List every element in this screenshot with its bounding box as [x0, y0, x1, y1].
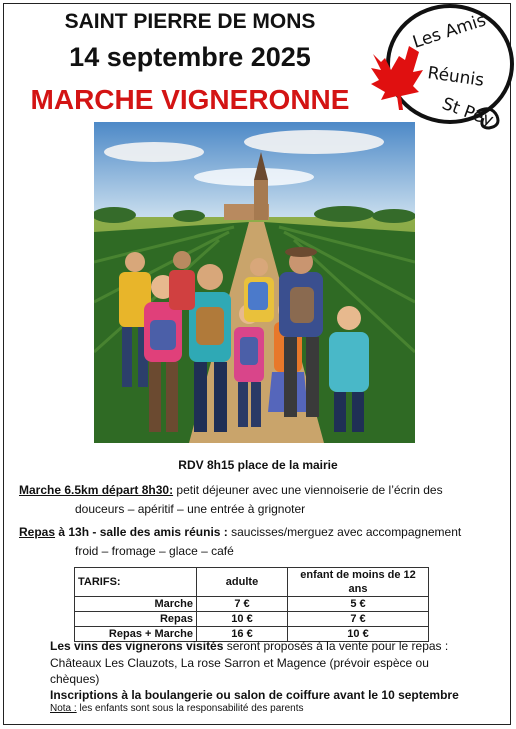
village-name: SAINT PIERRE DE MONS	[64, 10, 316, 33]
wine-text-2: Châteaux Les Clauzots, La rose Sarron et Magence (prévoir espèce ou	[50, 656, 429, 670]
table-cell: 10 €	[288, 627, 429, 642]
table-header-cell: adulte	[197, 568, 288, 597]
nota-label: Nota :	[50, 703, 77, 714]
wine-text-1: seront proposés à la vente pour le repas :	[223, 639, 449, 653]
event-title: MARCHE VIGNERONNE	[30, 84, 350, 115]
marche-text-2: douceurs – apéritif – une entrée à grignoter	[75, 502, 306, 516]
table-row	[75, 612, 429, 627]
marche-label: Marche 6.5km départ 8h30:	[19, 483, 174, 497]
logo-line1: Les Amis	[410, 10, 489, 53]
table-row	[75, 597, 429, 612]
nota-text: les enfants sont sous la responsabilité des parents	[76, 703, 304, 714]
table-header-row	[75, 568, 429, 597]
table-cell: Repas + Marche	[75, 627, 197, 642]
logo-line3: St Pey	[439, 93, 496, 131]
registration-info: Inscriptions à la boulangerie ou salon de coiffure avant le 10 septembre	[50, 688, 459, 702]
repas-label: Repas	[19, 525, 56, 539]
tarifs-table	[74, 567, 429, 642]
event-date: 14 septembre 2025	[69, 42, 311, 72]
table-cell: 5 €	[288, 597, 429, 612]
table-cell: 7 €	[197, 597, 288, 612]
table-cell: 16 €	[197, 627, 288, 642]
wine-label: Les vins des vignerons visités	[50, 639, 224, 653]
table-header-cell: TARIFS:	[75, 568, 197, 597]
table-header-cell: enfant de moins de 12 ans	[288, 568, 429, 597]
table-cell: Marche	[75, 597, 197, 612]
marche-section	[19, 481, 499, 500]
meeting-point: RDV 8h15 place de la mairie	[178, 458, 338, 472]
table-cell: Repas	[75, 612, 197, 627]
table-cell: 7 €	[288, 612, 429, 627]
repas-label-2: à 13h - salle des amis réunis :	[55, 525, 228, 539]
logo-line2: Réunis	[426, 63, 486, 91]
repas-text-2: froid – fromage – glace – café	[75, 544, 234, 558]
repas-section	[19, 523, 509, 542]
table-cell: 10 €	[197, 612, 288, 627]
walking-group-in-vineyard-illustration	[94, 122, 415, 443]
marche-text-1: petit déjeuner avec une viennoiserie de l’écrin des	[173, 483, 443, 497]
nota-section	[50, 702, 510, 716]
repas-text-1: saucisses/merguez avec accompagnement	[227, 525, 462, 539]
wine-text-3: chèques)	[50, 672, 100, 686]
